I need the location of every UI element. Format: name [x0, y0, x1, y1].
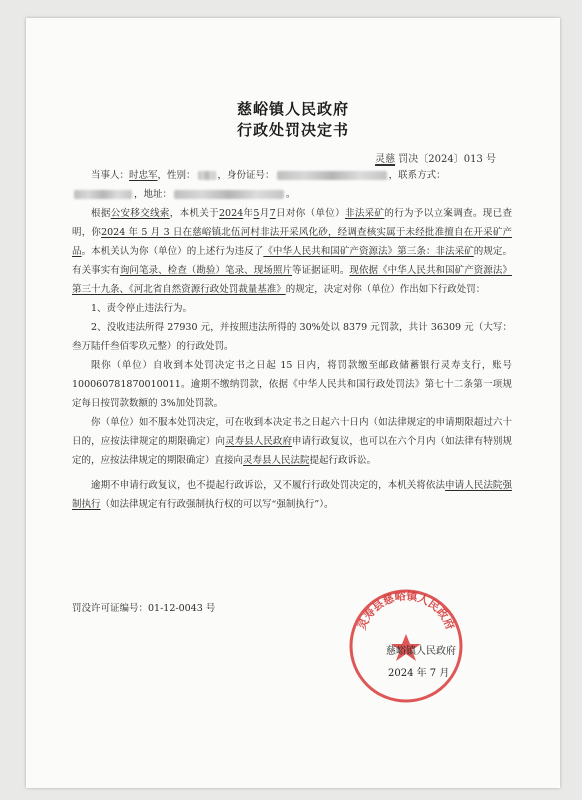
sign-date: 2024 年 7 月 [388, 668, 450, 679]
gender-label: ，性别： [157, 170, 196, 181]
document-body [72, 166, 512, 514]
svg-text:灵寿县慈峪镇人民政府 [354, 588, 457, 631]
paragraph-appeal: 你（单位）如不服本处罚决定，可在收到本决定书之日起六十日内（如法律规定的申请期限超过六十日的，应按法律规定的期限确定）向灵寿县人民政府申请行政复议，也可以在六个月内（如法律有特别规定的，应按法律规定的期限确定）直接向灵寿县人民法院提起行政诉讼。 [72, 417, 512, 466]
id-label: ，身份证号： [217, 170, 275, 181]
contact-label: ，联系方式： [388, 170, 446, 181]
permit-number: 罚没许可证编号：01-12-0043 号 [72, 603, 216, 614]
redacted-phone [74, 190, 132, 199]
address-end: 。 [286, 189, 296, 200]
address-label: ，地址： [134, 189, 173, 200]
signer-name: 慈峪镇人民政府 [386, 646, 456, 657]
paragraph-payment: 限你（单位）自收到本处罚决定书之日起 15 日内，将罚款缴至邮政储蓄银行灵寿支行，账号 100060781870010011。逾期不缴纳罚款，依据《中华人民共和国行政处罚法》第七十二条第一项规定每日按罚款数额的 3%加处罚款。 [72, 360, 512, 409]
redacted-id [277, 171, 387, 180]
redacted-gender [198, 171, 216, 180]
document-number [375, 150, 496, 165]
seal-text: 灵寿县慈峪镇人民政府 [355, 589, 457, 632]
document-title-type: 行政处罚决定书 [236, 121, 349, 139]
paragraph-facts: 根据公安移交线索，本机关于2024年5月7日对你（单位）非法采矿的行为予以立案调查。现已查明，你2024 年 5 月 3 日在慈峪镇北伍河村非法开采风化砂，经调查核实属于未经批准擅自在开采矿产品。本机关认为你（单位）的上述行为违反了《中华人民共和国矿产资源法》第三条：非法采矿的规定。有关事实有询问笔录、检查（勘验）笔录、现场照片等证据证明。现依据《中华人民共和国矿产资源法》第三十九条、《河北省自然资源行政处罚裁量基准》的规定，决定对你（单位）作出如下行政处罚： [72, 208, 512, 295]
party-info [72, 166, 512, 185]
document-number-prefix: 灵慈 [375, 154, 396, 165]
party-label: 当事人： [91, 170, 130, 181]
document-number-rest: 罚决〔2024〕013 号 [398, 154, 496, 165]
document-page [26, 18, 560, 788]
penalty-item-1: 1、责令停止违法行为。 [91, 303, 193, 314]
party-name: 时忠军 [129, 170, 158, 181]
document-title-authority: 慈峪镇人民政府 [236, 100, 349, 118]
address-line [72, 185, 512, 204]
penalty-item-2: 2、没收违法所得 27930 元，并按照违法所得的 30%处以 8379 元罚款，共计 36309 元（大写：叁万陆仟叁佰零玖元整）的行政处罚。 [72, 322, 512, 352]
paragraph-enforcement: 逾期不申请行政复议，也不提起行政诉讼，又不履行行政处罚决定的，本机关将依法申请人民法院强制执行（如法律规定有行政强制执行权的可以写“强制执行”）。 [72, 480, 512, 510]
redacted-address [174, 190, 284, 199]
